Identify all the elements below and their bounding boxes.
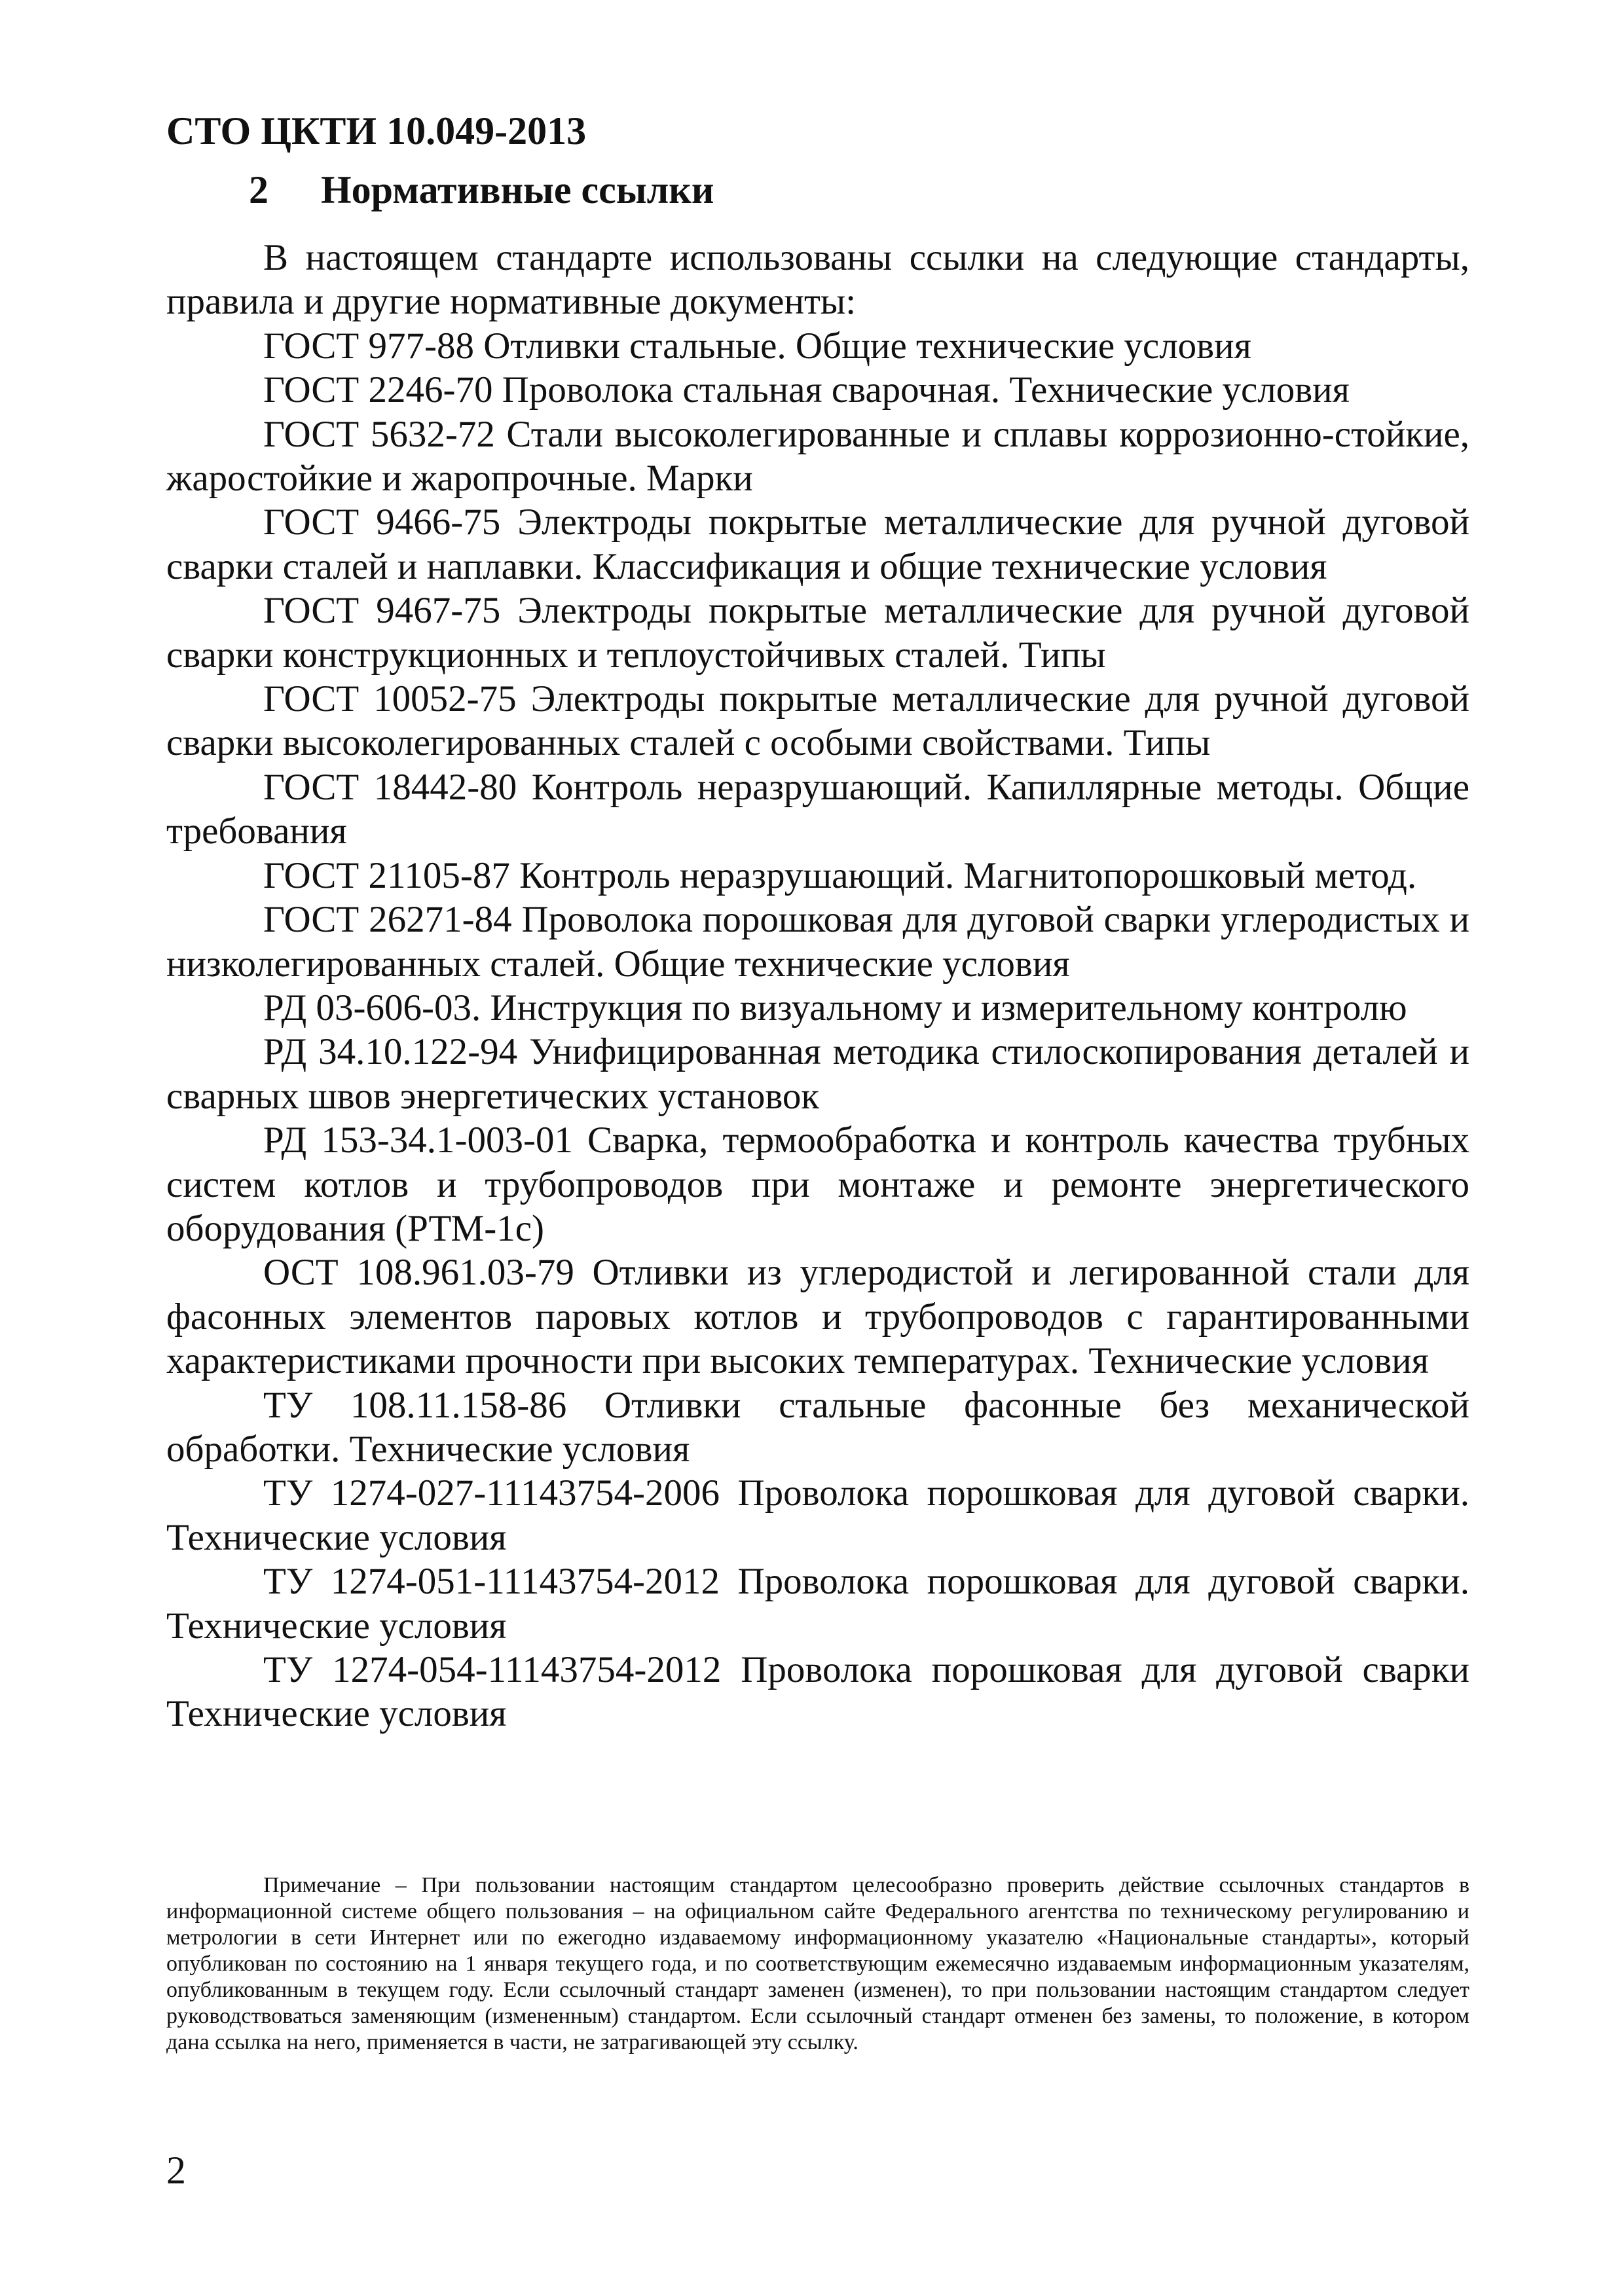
references-body	[166, 236, 1469, 1736]
reference-item: ГОСТ 10052-75 Электроды покрытые металлические для ручной дуговой сварки высоколегированных сталей с особыми свойствами. Типы	[166, 678, 1469, 764]
reference-item: ТУ 108.11.158-86 Отливки стальные фасонные без механической обработки. Технические условия	[166, 1384, 1469, 1470]
reference-item: ГОСТ 5632-72 Стали высоколегированные и сплавы коррозионно-стойкие, жаростойкие и жаропрочные. Марки	[166, 413, 1469, 500]
reference-item: ГОСТ 18442-80 Контроль неразрушающий. Капиллярные методы. Общие требования	[166, 766, 1469, 852]
reference-item: ГОСТ 9467-75 Электроды покрытые металлические для ручной дуговой сварки конструкционных и теплоустойчивых сталей. Типы	[166, 590, 1469, 676]
reference-item: РД 153-34.1-003-01 Сварка, термообработка и контроль качества трубных систем котлов и трубопроводов при монтаже и ремонте энергетического оборудования (РТМ-1с)	[166, 1120, 1469, 1249]
reference-item: ТУ 1274-051-11143754-2012 Проволока порошковая для дуговой сварки. Технические условия	[166, 1561, 1469, 1647]
reference-item: ГОСТ 977-88 Отливки стальные. Общие технические условия	[263, 325, 1251, 367]
reference-item: ГОСТ 21105-87 Контроль неразрушающий. Магнитопорошковый метод.	[263, 854, 1417, 896]
reference-item: ТУ 1274-054-11143754-2012 Проволока порошковая для дуговой сварки Технические условия	[166, 1649, 1469, 1735]
note-paragraph: Примечание – При пользовании настоящим стандартом целесообразно проверить действие ссылочных стандартов в информационной системе общего пользования – на официальном сайте Федерального агентства по техническому регулированию и метрологии в сети Интернет или по ежегодно издаваемому информационному указателю «Национальные стандарты», который опубликован по состоянию на 1 января текущего года, и по соответствующим ежемесячно издаваемым информационным указателям, опубликованным в текущем году. Если ссылочный стандарт заменен (изменен), то при пользовании настоящим стандартом следует руководствоваться заменяющим (измененным) стандартом. Если ссылочный стандарт отменен без замены, то положение, в котором дана ссылка на него, применяется в части, не затрагивающей эту ссылку.	[166, 1873, 1469, 2054]
reference-item: ГОСТ 26271-84 Проволока порошковая для дуговой сварки углеродистых и низколегированных сталей. Общие технические условия	[166, 899, 1469, 985]
reference-item: РД 03-606-03. Инструкция по визуальному и измерительному контролю	[263, 987, 1407, 1029]
reference-item: ГОСТ 2246-70 Проволока стальная сварочная. Технические условия	[263, 369, 1350, 411]
reference-item: ОСТ 108.961.03-79 Отливки из углеродистой и легированной стали для фасонных элементов паровых котлов и трубопроводов с гарантированными характеристиками прочности при высоких температурах. Технические условия	[166, 1252, 1469, 1382]
document-code: СТО ЦКТИ 10.049-2013	[166, 109, 587, 153]
reference-item: РД 34.10.122-94 Унифицированная методика стилоскопирования деталей и сварных швов энергетических установок	[166, 1031, 1469, 1117]
page-number: 2	[166, 2149, 186, 2192]
intro-paragraph: В настоящем стандарте использованы ссылки на следующие стандарты, правила и другие нормативные документы:	[166, 237, 1469, 323]
reference-item: ГОСТ 9466-75 Электроды покрытые металлические для ручной дуговой сварки сталей и наплавки. Классификация и общие технические условия	[166, 501, 1469, 587]
reference-item: ТУ 1274-027-11143754-2006 Проволока порошковая для дуговой сварки. Технические условия	[166, 1472, 1469, 1558]
section-title: Нормативные ссылки	[321, 168, 714, 211]
section-heading	[249, 164, 714, 216]
section-number: 2	[249, 168, 268, 211]
